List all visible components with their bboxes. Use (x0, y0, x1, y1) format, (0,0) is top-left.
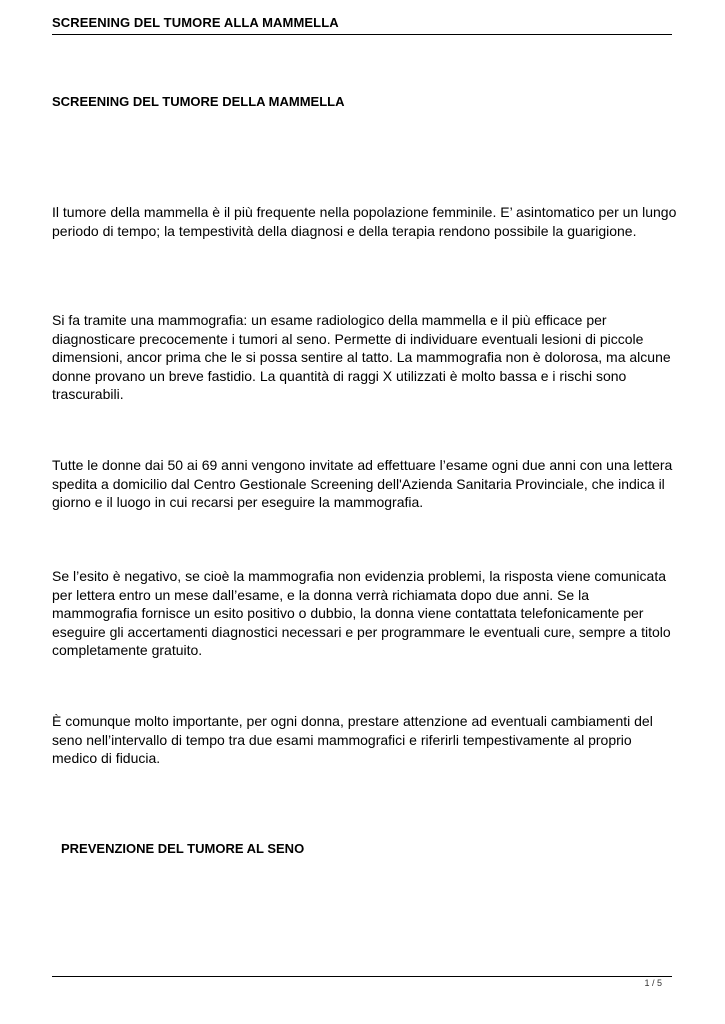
page-number: 1 / 5 (644, 978, 662, 988)
header-divider (52, 34, 672, 35)
paragraph-invitation: Tutte le donne dai 50 ai 69 anni vengono invitate ad effettuare l’esame ogni due anni con una lettera spedita a domicilio dal Centro Gestionale Screening dell'Azienda Sanitaria Provinciale, che indica il giorno e il luogo in cui recarsi per eseguire la mammografia. (52, 457, 673, 511)
paragraph-mammography: Si fa tramite una mammografia: un esame radiologico della mammella e il più efficace per diagnosticare precocemente i tumori al seno. Permette di individuare eventuali lesioni di piccole dimensioni, ancor prima che le si possa sentire al tatto. La mammografia non è dolorosa, ma alcune donne provano un breve fastidio. La quantità di raggi X utilizzati è molto bassa e i rischi sono trascurabili. (52, 312, 671, 403)
running-header-title: SCREENING DEL TUMORE ALLA MAMMELLA (52, 15, 339, 30)
paragraph-attention: È comunque molto importante, per ogni donna, prestare attenzione ad eventuali cambiamenti del seno nell’intervallo di tempo tra due esami mammografici e riferirli tempestivamente al proprio medico di fiducia. (52, 713, 653, 767)
section-title-prevention: PREVENZIONE DEL TUMORE AL SENO (61, 841, 305, 856)
document-title: SCREENING DEL TUMORE DELLA MAMMELLA (52, 94, 345, 109)
paragraph-results: Se l’esito è negativo, se cioè la mammografia non evidenzia problemi, la risposta viene comunicata per lettera entro un mese dall’esame, e la donna verrà richiamata dopo due anni. Se la mammografia fornisce un esito positivo o dubbio, la donna viene contattata telefonicamente per eseguire gli accertamenti diagnostici necessari e per programmare le eventuali cure, sempre a titolo completamente gratuito. (52, 568, 671, 659)
paragraph-intro: Il tumore della mammella è il più frequente nella popolazione femminile. E’ asintomatico per un lungo periodo di tempo; la tempestività della diagnosi e della terapia rendono possibile la guarigione. (52, 204, 677, 239)
footer-divider (52, 976, 672, 977)
